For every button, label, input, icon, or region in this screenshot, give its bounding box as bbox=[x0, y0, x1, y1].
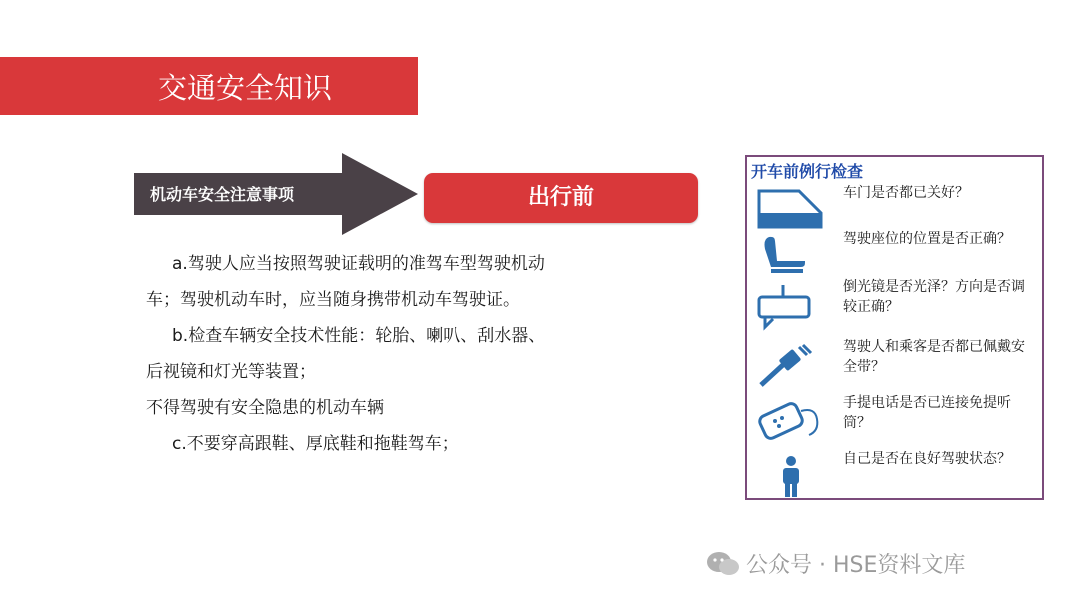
checklist-item-text: 自己是否在良好驾驶状态？ bbox=[843, 451, 1011, 467]
handsfree-phone-icon bbox=[755, 397, 827, 443]
car-door-icon bbox=[755, 187, 825, 231]
rearview-mirror-icon bbox=[755, 281, 825, 331]
seatbelt-icon bbox=[755, 341, 825, 389]
car-seat-icon bbox=[755, 233, 825, 277]
checklist-item bbox=[747, 277, 1042, 335]
checklist-item bbox=[747, 449, 1042, 507]
checklist-item-text: 驾驶人和乘客是否都已佩戴安全带？ bbox=[843, 339, 1025, 375]
checklist-item bbox=[747, 393, 1042, 451]
body-line: a.驾驶人应当按照驾驶证载明的准驾车型驾驶机动 bbox=[172, 254, 545, 274]
body-line: 后视镜和灯光等装置； bbox=[146, 362, 316, 382]
section-pill-label: 出行前 bbox=[527, 185, 594, 210]
body-line: b.检查车辆安全技术性能：轮胎、喇叭、刮水器、 bbox=[172, 326, 546, 346]
body-line: 不得驾驶有安全隐患的机动车辆 bbox=[146, 398, 384, 418]
body-line: 车；驾驶机动车时，应当随身携带机动车驾驶证。 bbox=[146, 290, 520, 310]
arrow-label: 机动车安全注意事项 bbox=[150, 185, 295, 204]
checklist-item-text: 倒光镜是否光泽？方向是否调较正确？ bbox=[843, 279, 1025, 315]
checklist-panel bbox=[745, 155, 1044, 500]
wechat-icon bbox=[706, 551, 740, 577]
person-icon bbox=[755, 453, 825, 499]
checklist-item bbox=[747, 337, 1042, 395]
watermark-text: 公众号 · HSE资料文库 bbox=[746, 553, 966, 578]
checklist-title: 开车前例行检查 bbox=[751, 162, 864, 181]
checklist-item-text: 手提电话是否已连接免提听筒？ bbox=[843, 395, 1011, 431]
body-line: c.不要穿高跟鞋、厚底鞋和拖鞋驾车； bbox=[172, 434, 459, 454]
slide-title: 交通安全知识 bbox=[158, 71, 333, 105]
checklist-item-text: 车门是否都已关好？ bbox=[843, 185, 969, 201]
body-text bbox=[146, 246, 616, 462]
checklist-item-text: 驾驶座位的位置是否正确？ bbox=[843, 231, 1011, 247]
